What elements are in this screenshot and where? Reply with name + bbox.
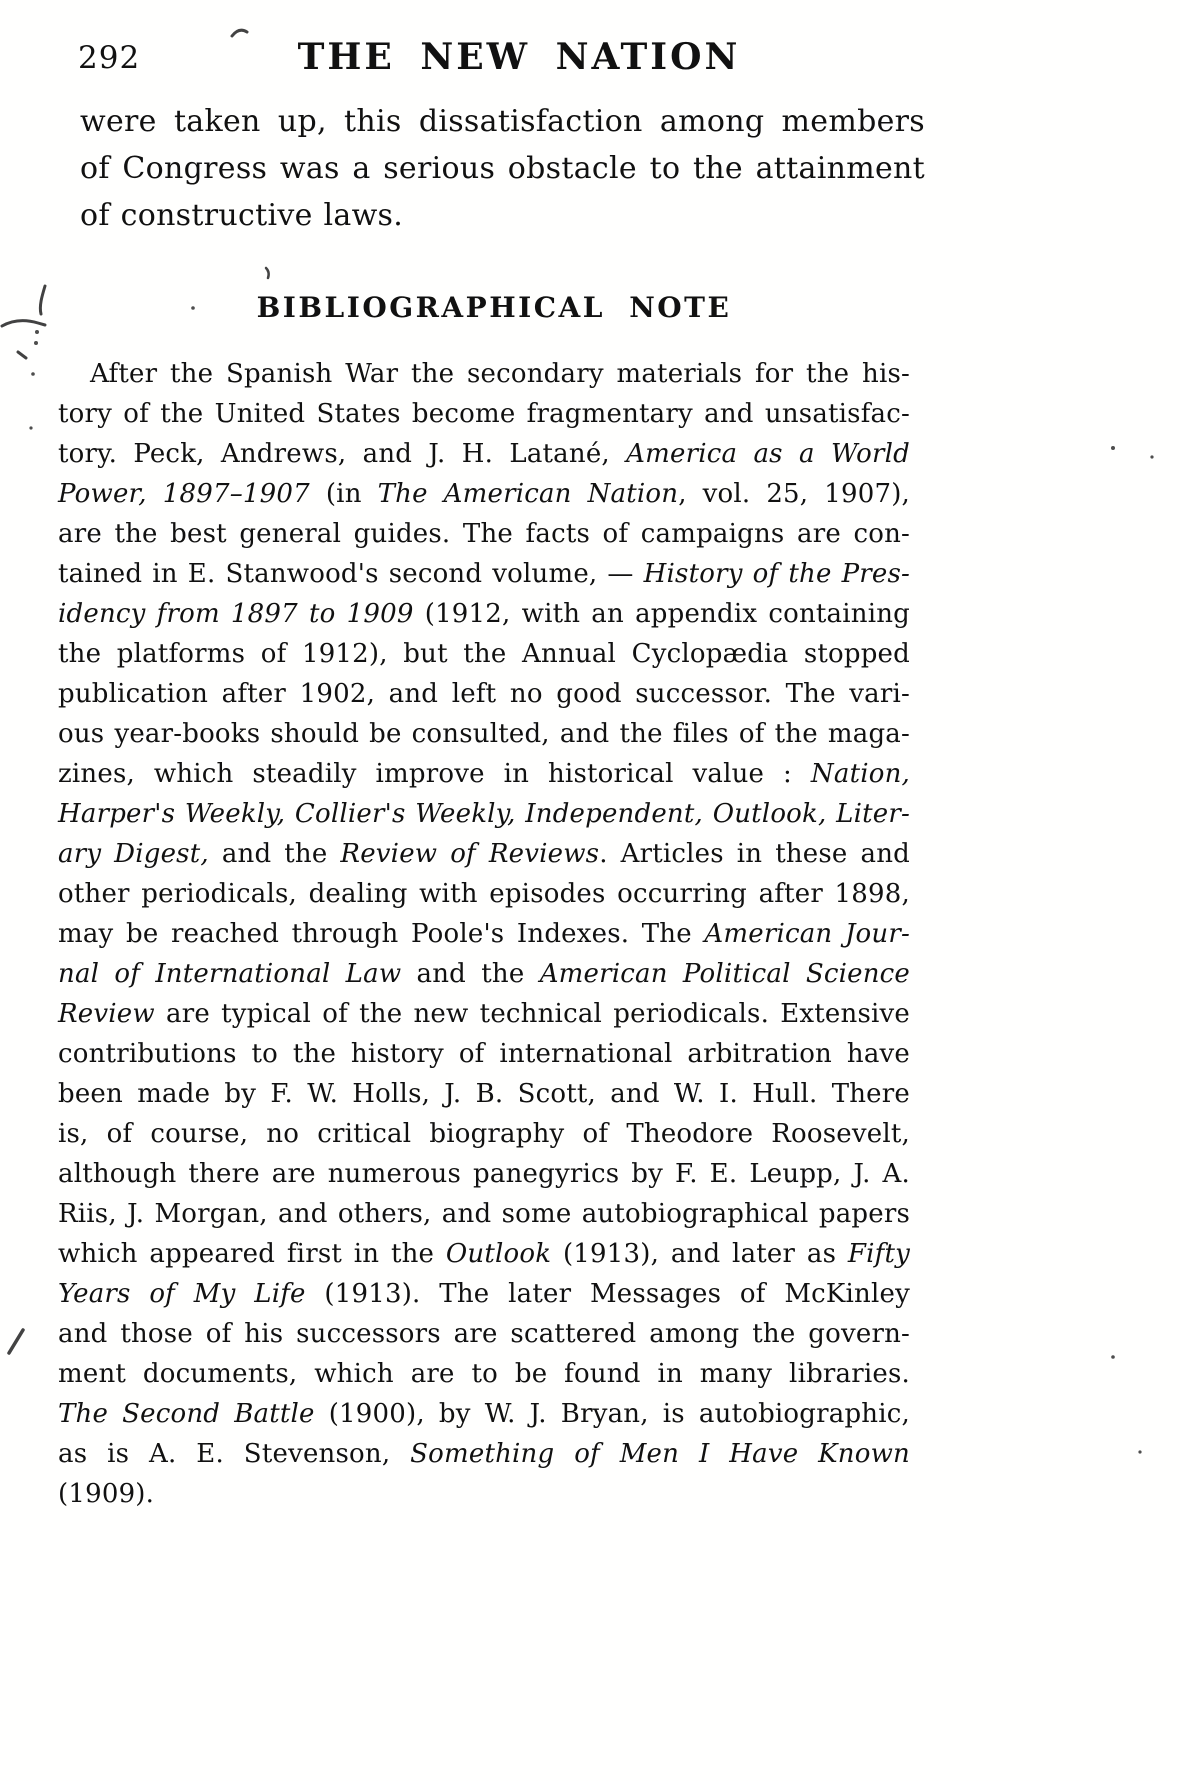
text-line: ment documents, which are to be found in many libraries. xyxy=(58,1359,910,1389)
text-line: the platforms of 1912), but the Annual Cyclopædia stopped xyxy=(58,639,910,669)
text-line: After the Spanish War the secondary materials for the his- xyxy=(90,359,910,389)
ink-mark xyxy=(2,321,45,326)
text-line: ary Digest, and the Review of Reviews. Articles in these and xyxy=(58,839,910,869)
ink-mark xyxy=(9,1330,23,1353)
text-line: contributions to the history of international arbitration have xyxy=(58,1039,910,1069)
text-line: publication after 1902, and left no good successor. The vari- xyxy=(58,679,910,709)
section-heading: BIBLIOGRAPHICAL NOTE xyxy=(256,291,732,324)
text-line: other periodicals, dealing with episodes occurring after 1898, xyxy=(58,879,910,909)
text-line: although there are numerous panegyrics by F. E. Leupp, J. A. xyxy=(58,1159,910,1189)
text-line: Riis, J. Morgan, and others, and some autobiographical papers xyxy=(58,1199,910,1229)
text-line: which appeared first in the Outlook (1913), and later as Fifty xyxy=(58,1239,910,1269)
ink-speck xyxy=(34,341,38,345)
ink-speck xyxy=(31,372,35,376)
ink-speck xyxy=(1150,455,1153,458)
ink-speck xyxy=(1111,1355,1115,1359)
text-line: as is A. E. Stevenson, Something of Men I Have Known (1909). xyxy=(58,1439,910,1509)
ink-mark xyxy=(18,352,26,358)
page-number: 292 xyxy=(78,40,141,76)
text-line: were taken up, this dissatisfaction among members xyxy=(80,104,925,139)
text-line: of constructive laws. xyxy=(80,198,404,233)
text-line: of Congress was a serious obstacle to the attainment xyxy=(80,151,925,186)
text-line: and those of his successors are scattered among the govern- xyxy=(58,1319,910,1349)
ink-speck xyxy=(29,426,32,429)
intro-paragraph xyxy=(80,98,925,239)
ink-speck xyxy=(1111,446,1115,450)
text-line: Years of My Life (1913). The later Messages of McKinley xyxy=(58,1279,910,1309)
text-line: nal of International Law and the American Political Science xyxy=(58,959,910,989)
ink-speck xyxy=(1138,1450,1141,1453)
body-paragraph xyxy=(58,354,910,1514)
text-line: tory. Peck, Andrews, and J. H. Latané, America as a World xyxy=(58,439,910,469)
text-line: The Second Battle (1900), by W. J. Bryan, is autobiographic, xyxy=(58,1399,910,1429)
text-column xyxy=(58,36,925,1514)
running-title: THE NEW NATION xyxy=(297,36,741,78)
text-line: Review are typical of the new technical periodicals. Extensive xyxy=(58,999,910,1029)
text-line: is, of course, no critical biography of Theodore Roosevelt, xyxy=(58,1119,910,1149)
text-line: tory of the United States become fragmentary and unsatisfac- xyxy=(58,399,910,429)
text-line: ous year-books should be consulted, and the files of the maga- xyxy=(58,719,910,749)
text-line: been made by F. W. Holls, J. B. Scott, and W. I. Hull. There xyxy=(58,1079,910,1109)
text-line: Harper's Weekly, Collier's Weekly, Independent, Outlook, Liter- xyxy=(58,799,910,829)
ink-speck xyxy=(35,330,39,334)
text-line: are the best general guides. The facts of campaigns are con- xyxy=(58,519,910,549)
text-line: may be reached through Poole's Indexes. The American Jour- xyxy=(58,919,910,949)
page-header xyxy=(58,36,920,82)
text-line: zines, which steadily improve in historical value : Nation, xyxy=(58,759,910,789)
text-line: tained in E. Stanwood's second volume, — History of the Pres- xyxy=(58,559,911,589)
ink-mark xyxy=(40,286,45,314)
text-line: idency from 1897 to 1909 (1912, with an appendix containing xyxy=(58,599,910,629)
text-line: Power, 1897–1907 (in The American Nation, vol. 25, 1907), xyxy=(58,479,911,509)
